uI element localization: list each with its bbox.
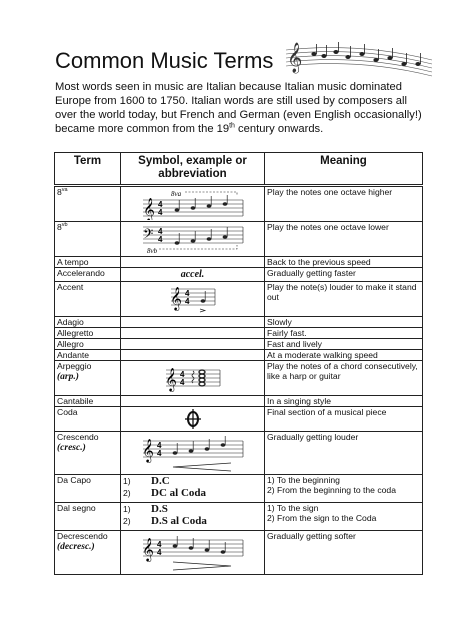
- term-cell: Accent: [55, 282, 121, 317]
- symbol-cell: [121, 257, 265, 268]
- meaning-cell: Fairly fast.: [265, 328, 423, 339]
- ottava-alta-staff: [141, 188, 245, 220]
- term-cell: A tempo: [55, 257, 121, 268]
- meaning-cell: Fast and lively: [265, 339, 423, 350]
- symbol-cell: [121, 407, 265, 432]
- symbol-cell: [121, 339, 265, 350]
- symbol-cell: [121, 432, 265, 475]
- table-row: [55, 475, 423, 503]
- term-cell: Allegro: [55, 339, 121, 350]
- meaning-cell: Play the notes of a chord consecutively, like a harp or guitar: [265, 361, 423, 396]
- svg-text:𝄞: 𝄞: [164, 367, 177, 391]
- svg-text:4: 4: [157, 227, 162, 236]
- meaning-cell: Back to the previous speed: [265, 257, 423, 268]
- intro-paragraph: Most words seen in music are Italian because Italian music dominated Europe from 1600 to 1750. Italian words are still used by composers all over the world today, but French and German (even English occasionally!) became more common from the 19th century onwards.: [55, 81, 422, 135]
- term-cell: Adagio: [55, 317, 121, 328]
- meaning-cell: Gradually getting louder: [265, 432, 423, 475]
- svg-text:𝄞: 𝄞: [287, 43, 303, 73]
- term-cell: Crescendo (cresc.): [55, 432, 121, 475]
- accent-staff: [169, 283, 217, 315]
- table-row: [55, 350, 423, 361]
- crescendo-staff: [141, 433, 245, 473]
- meaning-cell: Gradually getting softer: [265, 531, 423, 575]
- svg-text:4: 4: [179, 370, 184, 379]
- table-row: [55, 396, 423, 407]
- symbol-cell: [121, 186, 265, 222]
- symbol-cell: [121, 328, 265, 339]
- term-cell: $8^{vb}$: [55, 222, 121, 257]
- symbol-cell: [121, 361, 265, 396]
- meaning-cell: Gradually getting faster: [265, 268, 423, 282]
- table-row: [55, 407, 423, 432]
- svg-text:𝄞: 𝄞: [142, 197, 155, 220]
- meaning-cell: Slowly: [265, 317, 423, 328]
- arpeggio-staff: [164, 362, 222, 394]
- ds-item-1: 1) D.S: [123, 503, 168, 515]
- table-header-row: [55, 153, 423, 186]
- meaning-cell: 1) To the beginning 2) From the beginning to the coda: [265, 475, 423, 503]
- symbol-cell: [121, 317, 265, 328]
- page-title: Common Music Terms: [55, 48, 274, 73]
- svg-text:𝄞: 𝄞: [169, 286, 182, 310]
- svg-text:4: 4: [156, 441, 161, 450]
- dc-item-1: 1) D.C: [123, 475, 170, 487]
- symbol-cell: [121, 475, 265, 503]
- svg-text:4: 4: [184, 289, 189, 298]
- symbol-cell: [121, 531, 265, 575]
- header-symbol: Symbol, example or abbreviation: [121, 153, 265, 186]
- symbol-cell: [121, 396, 265, 407]
- dc-item-2: 2) DC al Coda: [123, 487, 207, 499]
- term-cell: Accelerando: [55, 268, 121, 282]
- term-cell: Arpeggio (arp.): [55, 361, 121, 396]
- meaning-cell: 1) To the sign 2) From the sign to the Coda: [265, 503, 423, 531]
- meaning-cell: At a moderate walking speed: [265, 350, 423, 361]
- term-cell: $8^{va}$: [55, 186, 121, 222]
- ottava-bassa-staff: [141, 223, 245, 255]
- table-row: [55, 257, 423, 268]
- svg-text:4: 4: [184, 297, 189, 306]
- table-row: [55, 268, 423, 282]
- meaning-cell: Play the notes one octave higher: [265, 186, 423, 222]
- symbol-cell: [121, 282, 265, 317]
- svg-text:4: 4: [179, 378, 184, 387]
- svg-text:4: 4: [157, 200, 162, 209]
- svg-text:8va: 8va: [170, 190, 181, 198]
- term-cell: Coda: [55, 407, 121, 432]
- term-cell: Decrescendo (decresc.): [55, 531, 121, 575]
- term-cell: Cantabile: [55, 396, 121, 407]
- symbol-cell: [121, 268, 265, 282]
- table-row: [55, 432, 423, 475]
- meaning-cell: In a singing style: [265, 396, 423, 407]
- svg-text:𝄢: 𝄢: [142, 226, 153, 245]
- svg-text:4: 4: [156, 548, 161, 557]
- table-row: [55, 503, 423, 531]
- accel-label: accel.: [180, 269, 205, 280]
- ds-item-2: 2) D.S al Coda: [123, 515, 207, 527]
- meaning-cell: Play the note(s) louder to make it stand out: [265, 282, 423, 317]
- table-row: [55, 186, 423, 222]
- table-row: [55, 222, 423, 257]
- svg-text:𝄞: 𝄞: [141, 438, 154, 462]
- term-cell: Da Capo: [55, 475, 121, 503]
- table-row: [55, 282, 423, 317]
- coda-icon: [183, 408, 203, 430]
- meaning-cell: Play the notes one octave lower: [265, 222, 423, 257]
- svg-text:8vb: 8vb: [146, 247, 157, 255]
- term-cell: Dal segno: [55, 503, 121, 531]
- header-meaning: Meaning: [265, 153, 423, 186]
- music-notes-decoration: [284, 40, 434, 78]
- svg-text:4: 4: [157, 235, 162, 244]
- table-row: [55, 328, 423, 339]
- table-row: [55, 361, 423, 396]
- meaning-cell: Final section of a musical piece: [265, 407, 423, 432]
- table-row: [55, 317, 423, 328]
- symbol-cell: [121, 350, 265, 361]
- symbol-cell: [121, 503, 265, 531]
- svg-text:4: 4: [157, 208, 162, 217]
- music-terms-table: [54, 152, 423, 575]
- table-row: [55, 531, 423, 575]
- decrescendo-staff: [141, 532, 245, 572]
- header-term: Term: [55, 153, 121, 186]
- svg-text:4: 4: [156, 540, 161, 549]
- term-cell: Andante: [55, 350, 121, 361]
- term-cell: Allegretto: [55, 328, 121, 339]
- svg-text:4: 4: [156, 449, 161, 458]
- svg-text:𝄞: 𝄞: [141, 537, 154, 561]
- symbol-cell: [121, 222, 265, 257]
- table-row: [55, 339, 423, 350]
